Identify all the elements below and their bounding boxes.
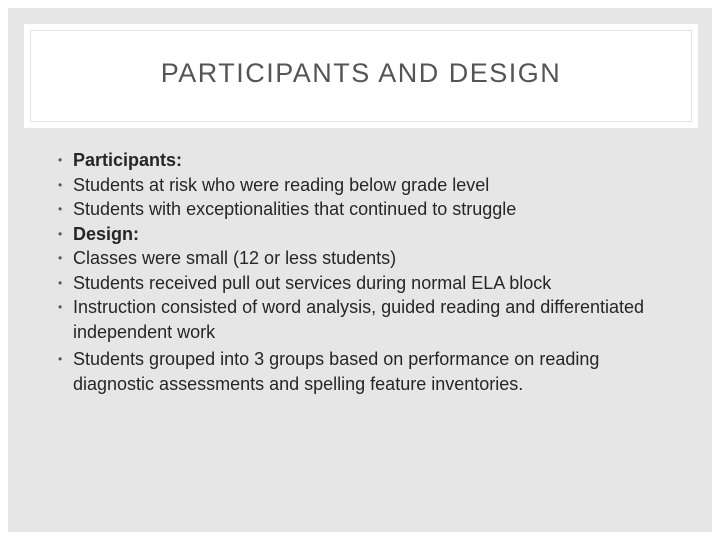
bullet-dot-icon: • xyxy=(58,300,63,314)
title-frame xyxy=(30,30,692,122)
bullet-list xyxy=(8,148,712,396)
bullet-text: Participants: xyxy=(73,150,183,170)
bullet-text: Classes were small (12 or less students) xyxy=(73,248,397,268)
bullet-text: Students with exceptionalities that continued to struggle xyxy=(73,199,517,219)
bullet-text: Students grouped into 3 groups based on performance on reading diagnostic assessments and spelling feature inventories. xyxy=(73,349,600,394)
slide-title: PARTICIPANTS AND DESIGN xyxy=(160,57,562,88)
bullet-item xyxy=(8,197,712,222)
bullet-item xyxy=(8,222,712,247)
bullet-dot-icon: • xyxy=(58,202,63,216)
bullet-dot-icon: • xyxy=(58,177,63,192)
bullet-item xyxy=(8,295,712,344)
bullet-text: Design: xyxy=(73,223,140,244)
bullet-item xyxy=(8,173,712,198)
bullet-dot-icon: • xyxy=(58,275,63,290)
bullet-text: Students received pull out services during normal ELA block xyxy=(73,272,552,293)
bullet-item xyxy=(8,148,712,173)
bullet-dot-icon: • xyxy=(58,226,63,241)
slide xyxy=(8,8,712,532)
bullet-dot-icon: • xyxy=(58,352,63,366)
bullet-item xyxy=(8,347,712,396)
title-box xyxy=(24,24,698,128)
bullet-text: Students at risk who were reading below grade level xyxy=(73,174,490,195)
bullet-text: Instruction consisted of word analysis, guided reading and differentiated independent work xyxy=(73,297,645,342)
bullet-item xyxy=(8,271,712,296)
bullet-dot-icon: • xyxy=(58,251,63,265)
bullet-item xyxy=(8,246,712,271)
bullet-dot-icon: • xyxy=(58,153,63,167)
